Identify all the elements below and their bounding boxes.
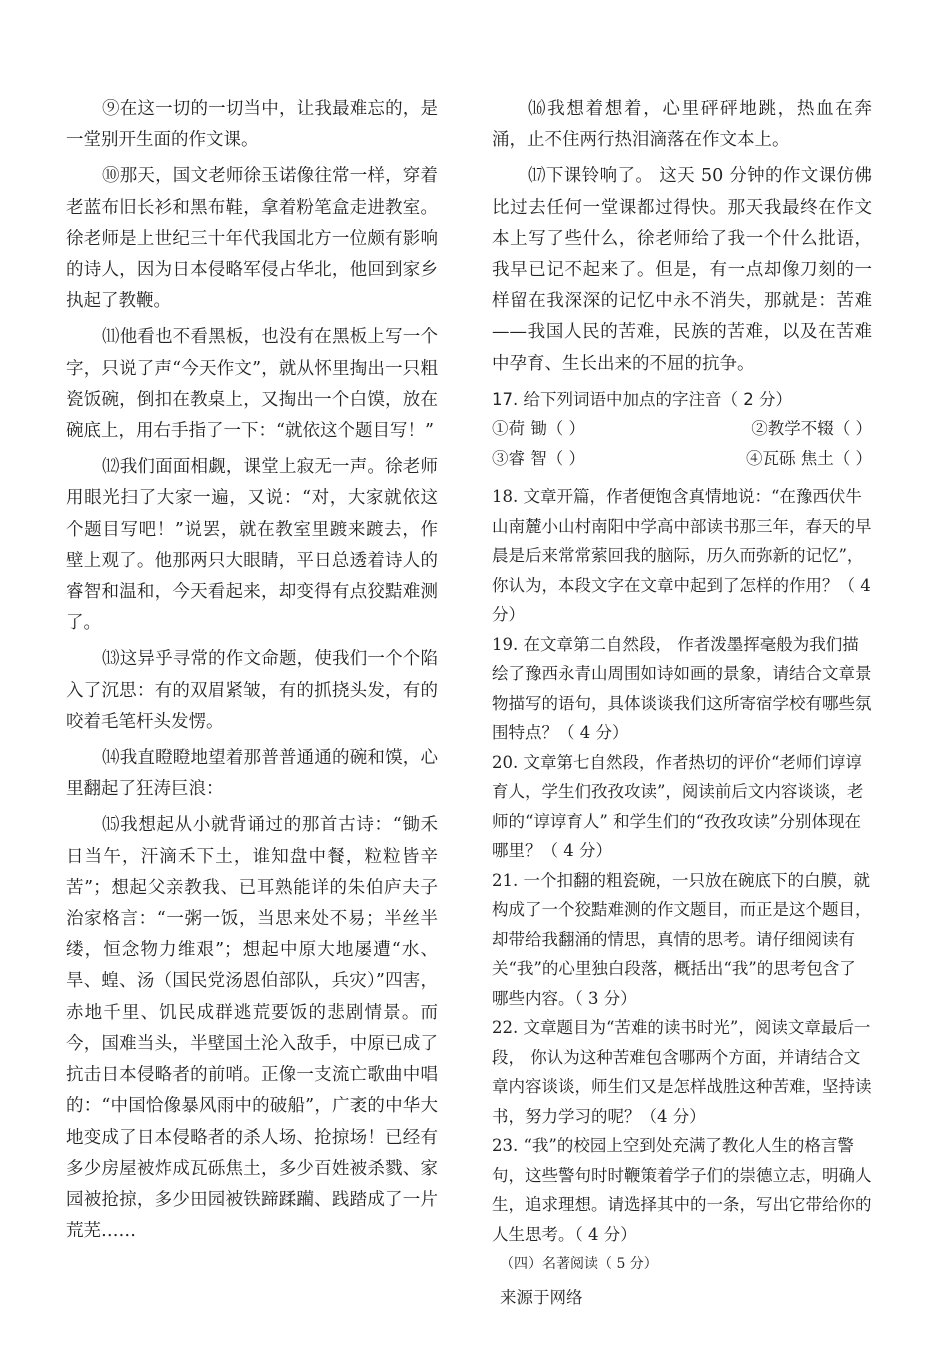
question-21: 21. 一个扣翻的粗瓷碗，一只放在碗底下的白膜，就构成了一个狡黠难测的作文题目，而正是这个题目，却带给我翻涌的情思，真情的思考。请仔细阅读有关“我”的心里独白段落，概括出“我”的思考包含了哪些内容。（ 3 分）	[492, 870, 872, 1008]
question-18: 18. 文章开篇，作者便饱含真情地说：“在豫西伏牛山南麓小山村南阳中学高中部读书那三年，春天的早晨是后来常常萦回我的脑际，历久而弥新的记忆”，你认为，本段文字在文章中起到了怎样的作用？（ 4 分）	[492, 487, 872, 625]
paragraph-10: ⑩那天，国文老师徐玉诺像往常一样，穿着老蓝布旧长衫和黑布鞋，拿着粉笔盒走进教室。徐老师是上世纪三十年代我国北方一位颇有影响的诗人，因为日本侵略军侵占华北，他回到家乡执起了教鞭。	[66, 166, 438, 312]
source-note: 来源于网络	[500, 1288, 583, 1308]
question-23: 23. “我”的校园上空到处充满了教化人生的格言警句，这些警句时时鞭策着学子们的崇德立志，明确人生，追求理想。请选择其中的一条，写出它带给你的人生思考。（ 4 分）	[492, 1136, 872, 1244]
question-17-stem: 17. 给下列词语中加点的字注音（ 2 分）	[492, 389, 792, 409]
pinyin-item-4: ④瓦砾 焦土（ ）	[746, 449, 872, 469]
section-label: （四）名著阅读（ 5 分）	[500, 1256, 658, 1273]
question-17-row-1	[492, 414, 872, 444]
pinyin-item-1: ①荷 锄（ ）	[492, 419, 585, 439]
question-22: 22. 文章题目为“苦难的读书时光”，阅读文章最后一段， 你认为这种苦难包含哪两个方面，并请结合文章内容谈谈，师生们又是怎样战胜这种苦难，坚持读书，努力学习的呢？（4 分）	[492, 1018, 872, 1126]
paragraph-17: ⒄下课铃响了。 这天 50 分钟的作文课仿佛比过去任何一堂课都过得快。那天我最终在作文本上写了些什么，徐老师给了我一个什么批语，我早已记不起来了。但是，有一点却像刀刻的一样留在我深深的记忆中永不消失，那就是：苦难——我国人民的苦难，民族的苦难，以及在苦难中孕育、生长出来的不屈的抗争。	[492, 166, 872, 374]
right-column	[492, 94, 872, 1313]
question-19: 19. 在文章第二自然段， 作者泼墨挥毫般为我们描绘了豫西永青山周围如诗如画的景象，请结合文章景物描写的语句，具体谈谈我们这所寄宿学校有哪些氛围特点？（ 4 分）	[492, 634, 872, 743]
paragraph-15: ⒂我想起从小就背诵过的那首古诗：“锄禾日当午，汗滴禾下土，谁知盘中餐，粒粒皆辛苦”；想起父亲教我、已耳熟能详的朱伯庐夫子治家格言：“一粥一饭，当思来处不易；半丝半缕，恒念物力维艰”；想起中原大地屡遭“水、旱、蝗、汤（国民党汤恩伯部队，兵灾）”四害，赤地千里、饥民成群逃荒要饭的悲剧情景。而今，国难当头，半壁国土沦入敌手，中原已成了抗击日本侵略者的前哨。正像一支流亡歌曲中唱的：“中国恰像暴风雨中的破船”，广袤的中华大地变成了日本侵略者的杀人场、抢掠场！已经有多少房屋被炸成瓦砾焦土，多少百姓被杀戮、家园被抢掠，多少田园被铁蹄蹂躏、践踏成了一片荒芜……	[66, 815, 438, 1242]
paragraph-14: ⒁我直瞪瞪地望着那普普通通的碗和馍，心里翻起了狂涛巨浪：	[66, 748, 438, 800]
paragraph-13: ⒀这异乎寻常的作文命题，使我们一个个陷入了沉思：有的双眉紧皱，有的抓挠头发，有的咬着毛笔杆头发愣。	[66, 649, 438, 732]
question-20: 20. 文章第七自然段，作者热切的评价“老师们谆谆育人，学生们孜孜攻读”，阅读前后文内容谈谈，老师的“谆谆育人” 和学生们的“孜孜攻读”分别体现在哪里？（ 4 分）	[492, 752, 864, 861]
paragraph-16: ⒃我想着想着，心里砰砰地跳，热血在奔涌，止不住两行热泪滴落在作文本上。	[492, 99, 872, 151]
pinyin-item-3: ③睿 智（ ）	[492, 449, 585, 469]
paragraph-11: ⑾他看也不看黑板，也没有在黑板上写一个字，只说了声“今天作文”，就从怀里掏出一只粗瓷饭碗，倒扣在教桌上，又掏出一个白馍，放在碗底上，用右手指了一下：“就依这个题目写！”	[66, 327, 438, 442]
question-17-row-2	[492, 444, 872, 474]
paragraph-9: ⑨在这一切的一切当中，让我最难忘的，是一堂别开生面的作文课。	[66, 99, 438, 151]
paragraph-12: ⑿我们面面相觑，课堂上寂无一声。徐老师用眼光扫了大家一遍，又说：“对，大家就依这个题目写吧！”说罢，就在教室里踱来踱去，作壁上观了。他那两只大眼睛，平日总透着诗人的睿智和温和，今天看起来，却变得有点狡黠难测了。	[66, 457, 438, 634]
left-column	[66, 94, 438, 1252]
pinyin-item-2: ②教学不辍（ ）	[751, 419, 872, 439]
